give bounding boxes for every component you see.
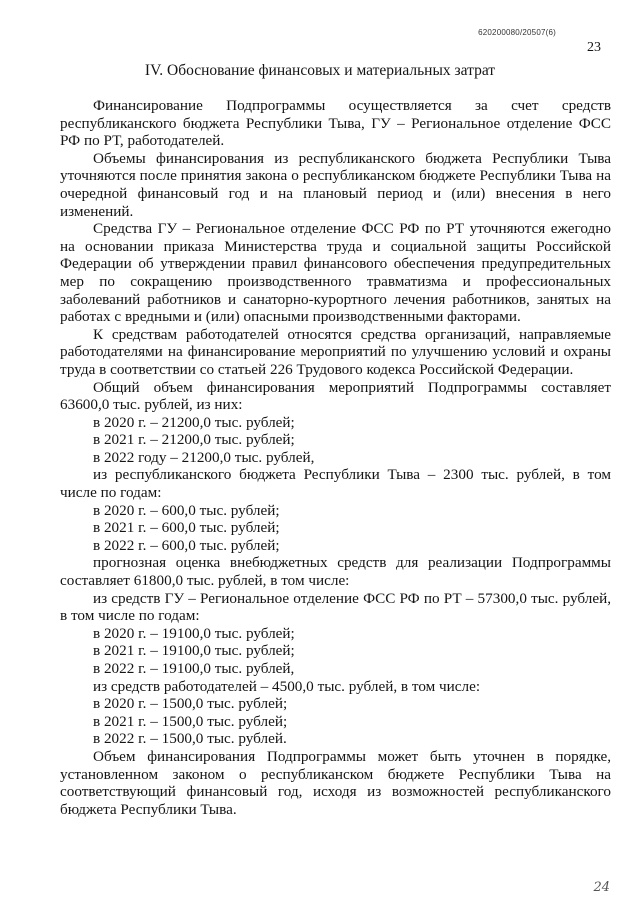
list-item: в 2020 г. – 1500,0 тыс. рублей; <box>93 695 288 713</box>
list-item: в 2020 г. – 19100,0 тыс. рублей; <box>93 624 295 642</box>
list-item: в 2022 г. – 600,0 тыс. рублей; <box>93 536 280 554</box>
list-item: в 2021 г. – 600,0 тыс. рублей; <box>93 519 280 537</box>
document-code: 620200080/20507(6) <box>478 28 556 37</box>
list-item: в 2022 г. – 19100,0 тыс. рублей, <box>93 660 295 677</box>
list-item: в 2022 году – 21200,0 тыс. рублей, <box>93 448 315 466</box>
handwritten-page-mark: 24 <box>593 880 610 895</box>
paragraph: К средствам работодателей относятся средства организаций, направляемые работодателями на финансирование мероприятий по улучшению условий и охраны труда в соответствии со статьей 226 Трудового кодекса Российской Федерации. <box>60 325 611 378</box>
list-item: в 2022 г. – 1500,0 тыс. рублей. <box>93 730 287 748</box>
paragraph: из республиканского бюджета Республики Тыва – 2300 тыс. рублей, в том числе по годам: <box>60 466 611 502</box>
list-item: в 2021 г. – 21200,0 тыс. рублей; <box>93 431 295 449</box>
paragraph: Общий объем финансирования мероприятий Подпрограммы составляет 63600,0 тыс. рублей, из них: <box>60 378 611 414</box>
body-text <box>60 97 611 818</box>
page-number: 23 <box>587 40 601 55</box>
list-item: в 2020 г. – 600,0 тыс. рублей; <box>93 501 280 519</box>
list-item: в 2021 г. – 1500,0 тыс. рублей; <box>93 712 288 730</box>
paragraph: Средства ГУ – Региональное отделение ФСС РФ по РТ уточняются ежегодно на основании приказа Министерства труда и социальной защиты Российской Федерации об утверждении правил финансового обеспечения предупредительных мер по сокращению производственного травматизма и профессиональных заболеваний работников и санаторно-курортного лечения работников, занятых на работах с вредными и (или) опасными производственными факторами. <box>60 220 611 326</box>
section-title: IV. Обоснование финансовых и материальных затрат <box>144 62 496 79</box>
paragraph: из средств ГУ – Региональное отделение ФСС РФ по РТ – 57300,0 тыс. рублей, в том числе по годам: <box>60 589 611 625</box>
paragraph: Финансирование Подпрограммы осуществляется за счет средств республиканского бюджета Республики Тыва, ГУ – Региональное отделение ФСС РФ по РТ, работодателей. <box>60 97 611 150</box>
paragraph: Объем финансирования Подпрограммы может быть уточнен в порядке, установленном законом о республиканском бюджете Республики Тыва на соответствующий финансовый год, исходя из возможностей республиканского бюджета Республики Тыва. <box>60 747 611 818</box>
paragraph: прогнозная оценка внебюджетных средств для реализации Подпрограммы составляет 61800,0 тыс. рублей, в том числе: <box>60 554 611 590</box>
list-item: в 2020 г. – 21200,0 тыс. рублей; <box>93 413 295 431</box>
list-item: из средств работодателей – 4500,0 тыс. рублей, в том числе: <box>93 677 481 695</box>
list-item: в 2021 г. – 19100,0 тыс. рублей; <box>93 642 295 660</box>
paragraph: Объемы финансирования из республиканского бюджета Республики Тыва уточняются после принятия закона о республиканском бюджете Республики Тыва на очередной финансовый год и на плановый период и (или) внесения в него изменений. <box>60 149 611 220</box>
